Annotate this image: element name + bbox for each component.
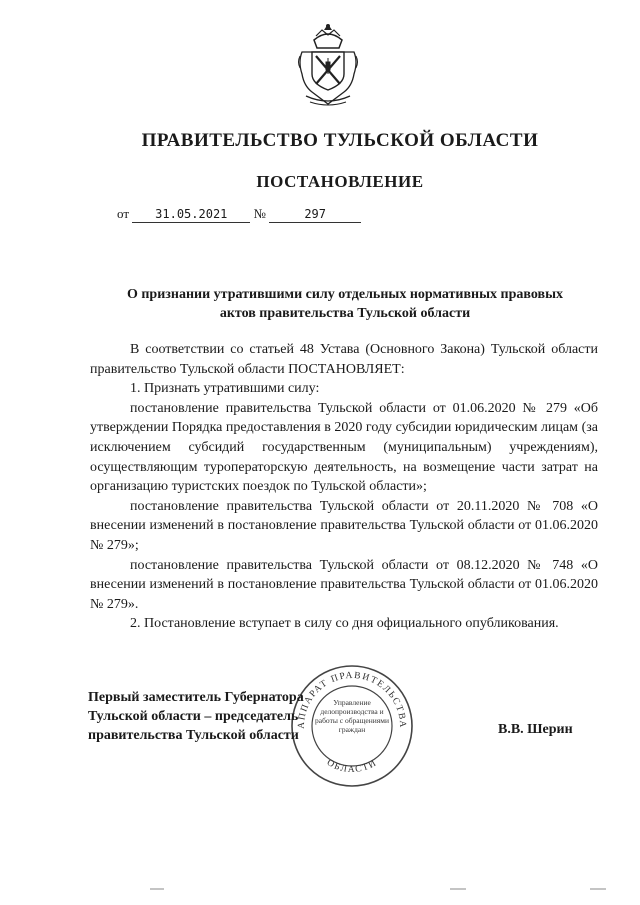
document-heading bbox=[90, 285, 600, 323]
official-seal-icon bbox=[288, 662, 416, 790]
coat-of-arms-icon bbox=[296, 22, 360, 108]
repealed-act-748: постановление правительства Тульской области от 08.12.2020 № 748 «О внесении изменений в постановление правительства Тульской области от 01.06.2020 № 279». bbox=[90, 557, 598, 612]
heading-line-1: О признании утратившими силу отдельных нормативных правовых bbox=[126, 287, 564, 302]
document-date: 31.05.2021 bbox=[132, 207, 250, 223]
repealed-act-708: постановление правительства Тульской области от 20.11.2020 № 708 «О внесении изменений в постановление правительства Тульской области от 01.06.2020 № 279»; bbox=[90, 498, 598, 553]
document-type: ПОСТАНОВЛЕНИЕ bbox=[256, 172, 424, 191]
scan-noise bbox=[150, 884, 610, 894]
document-body bbox=[90, 340, 598, 634]
seal-ring-top: АППАРАТ ПРАВИТЕЛЬСТВА bbox=[296, 670, 408, 729]
clause-2: 2. Постановление вступает в силу со дня официального опубликования. bbox=[130, 616, 559, 632]
seal-inner-text: Управление делопроизводства и работы с обращениями граждан bbox=[315, 698, 389, 734]
preamble-paragraph: В соответствии со статьей 48 Устава (Основного Закона) Тульской области правительство Тульской области ПОСТАНОВЛЯЕТ: bbox=[90, 342, 598, 377]
signatory-position: Первый заместитель Губернатора Тульской области – председатель правительства Тульской области bbox=[88, 690, 304, 743]
government-title: ПРАВИТЕЛЬСТВО ТУЛЬСКОЙ ОБЛАСТИ bbox=[141, 130, 539, 151]
svg-text:ОБЛАСТИ bbox=[325, 758, 379, 775]
repealed-act-279: постановление правительства Тульской области от 01.06.2020 № 279 «Об утверждении Порядка предоставления в 2020 году субсидии юридическим лицам (за исключением субсидий государственным (муниципальным) учреждениям), осуществляющим туроператорскую деятельность, на возмещение части затрат на организацию туристских поездок по Тульской области»; bbox=[90, 400, 598, 495]
document-number: 297 bbox=[269, 207, 361, 223]
clause-1: 1. Признать утратившими силу: bbox=[130, 381, 320, 397]
date-prefix: от bbox=[117, 206, 130, 221]
signatory-name: В.В. Шерин bbox=[498, 722, 573, 737]
heading-line-2: актов правительства Тульской области bbox=[219, 306, 471, 321]
number-prefix: № bbox=[253, 206, 266, 221]
date-number-line bbox=[117, 206, 361, 223]
seal-ring-bottom: ОБЛАСТИ bbox=[324, 757, 380, 776]
